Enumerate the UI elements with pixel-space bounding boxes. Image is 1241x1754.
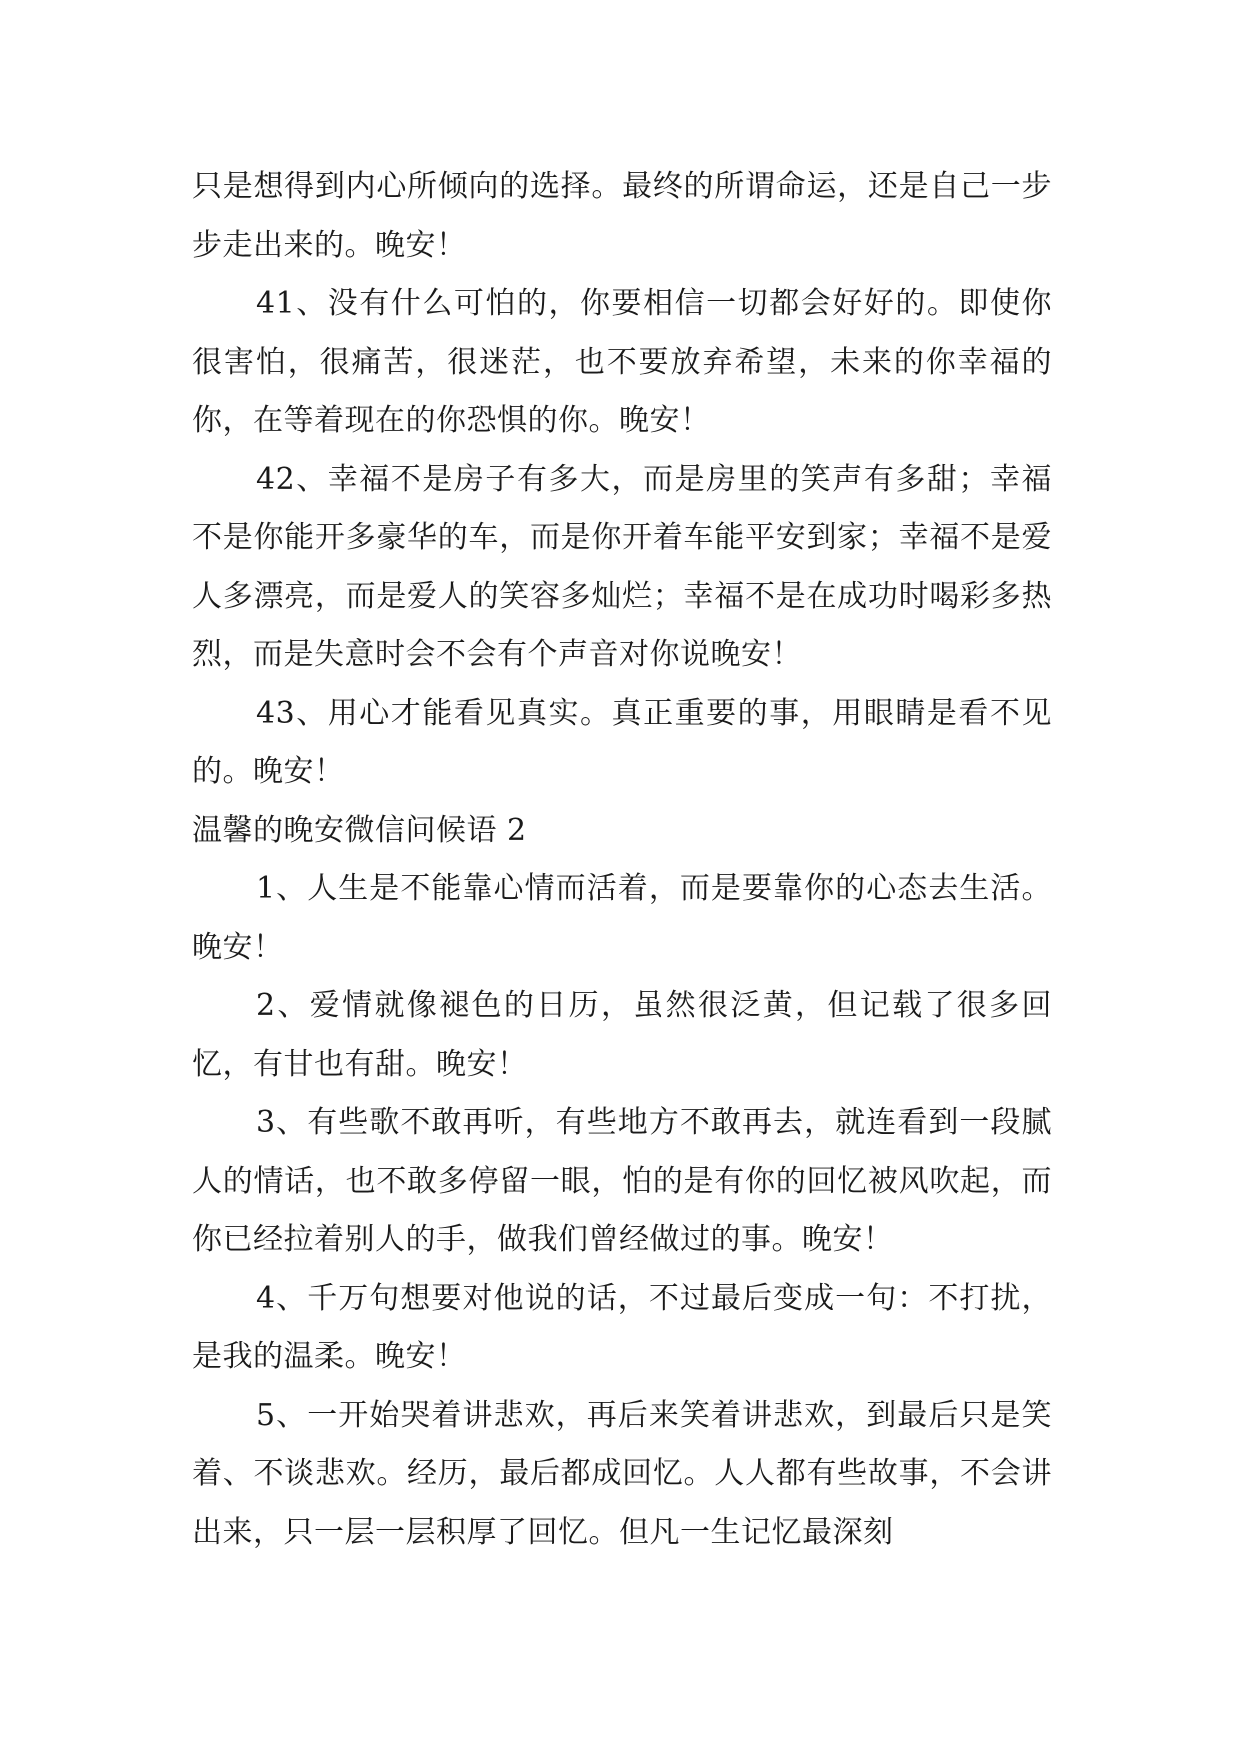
paragraph-43: 43、用心才能看见真实。真正重要的事，用眼睛是看不见的。晚安！ — [192, 695, 1052, 789]
document-page — [192, 158, 1052, 1562]
paragraph-2: 2、爱情就像褪色的日历，虽然很泛黄，但记载了很多回忆，有甘也有甜。晚安！ — [192, 988, 1052, 1082]
paragraph-42: 42、幸福不是房子有多大，而是房里的笑声有多甜；幸福不是你能开多豪华的车，而是你开着车能平安到家；幸福不是爱人多漂亮，而是爱人的笑容多灿烂；幸福不是在成功时喝彩多热烈，而是失意时会不会有个声音对你说晚安！ — [192, 461, 1052, 672]
paragraph-continuation: 只是想得到内心所倾向的选择。最终的所谓命运，还是自己一步步走出来的。晚安！ — [192, 169, 1052, 263]
paragraph-3: 3、有些歌不敢再听，有些地方不敢再去，就连看到一段腻人的情话，也不敢多停留一眼，怕的是有你的回忆被风吹起，而你已经拉着别人的手，做我们曾经做过的事。晚安！ — [192, 1105, 1052, 1257]
section-heading: 温馨的晚安微信问候语 2 — [192, 812, 527, 848]
paragraph-4: 4、千万句想要对他说的话，不过最后变成一句：不打扰，是我的温柔。晚安！ — [192, 1280, 1052, 1374]
paragraph-1: 1、人生是不能靠心情而活着，而是要靠你的心态去生活。晚安！ — [192, 871, 1052, 965]
paragraph-5: 5、一开始哭着讲悲欢，再后来笑着讲悲欢，到最后只是笑着、不谈悲欢。经历，最后都成回忆。人人都有些故事，不会讲出来，只一层一层积厚了回忆。但凡一生记忆最深刻 — [192, 1397, 1052, 1550]
paragraph-41: 41、没有什么可怕的，你要相信一切都会好好的。即使你很害怕，很痛苦，很迷茫，也不要放弃希望，未来的你幸福的你，在等着现在的你恐惧的你。晚安！ — [192, 286, 1052, 438]
